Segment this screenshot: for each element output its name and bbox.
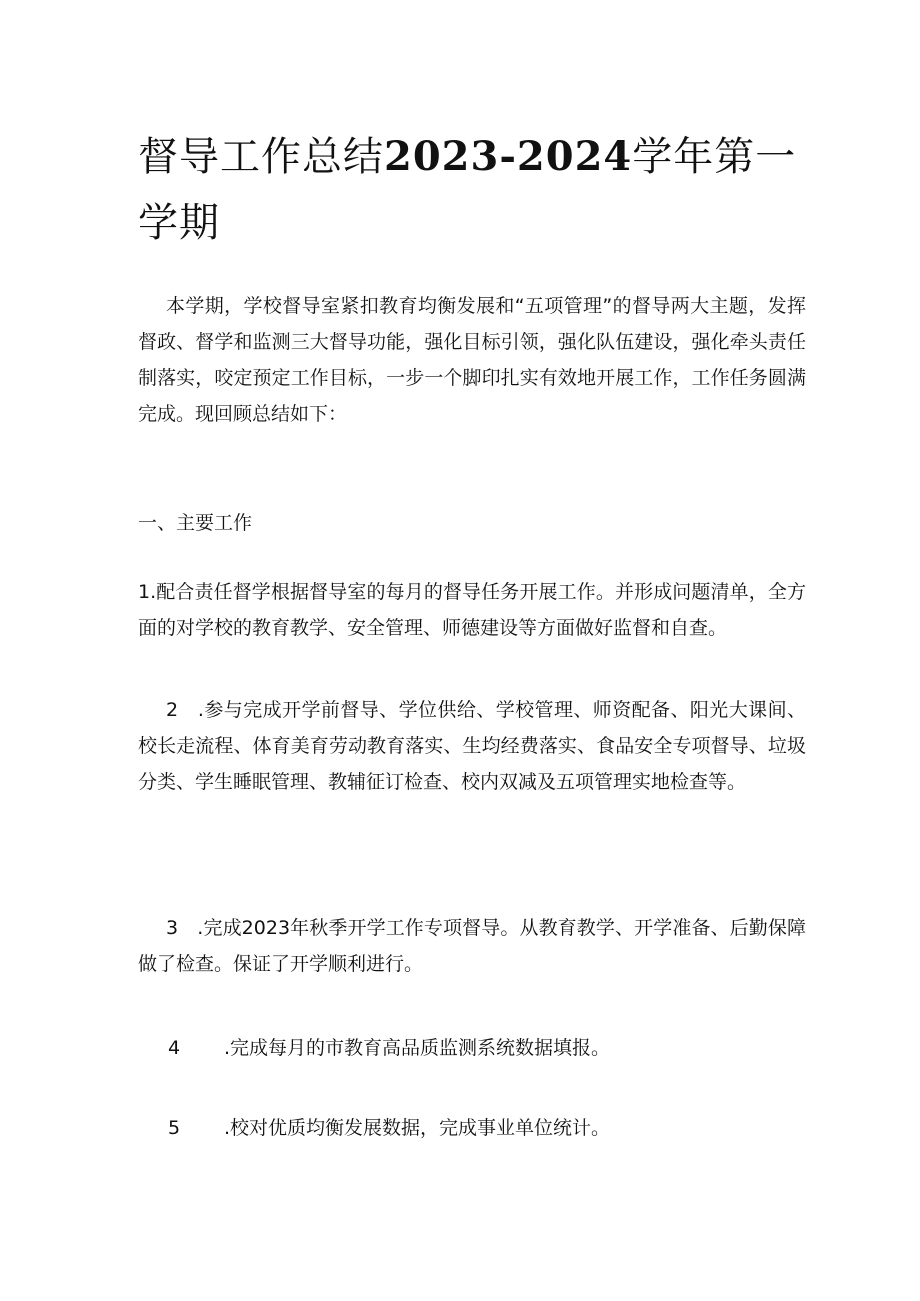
list-item-5	[168, 1110, 610, 1146]
title-year: 2023-2024	[384, 133, 633, 180]
title-suffix: 学年第一学期	[138, 134, 797, 246]
list-item-4-number: 4	[168, 1037, 181, 1059]
list-item-4-text: .完成每月的市教育高品质监测系统数据填报。	[224, 1037, 611, 1059]
list-item-5-text: .校对优质均衡发展数据，完成事业单位统计。	[224, 1117, 611, 1139]
document-title	[138, 124, 798, 256]
list-item-3: 3 .完成2023年秋季开学工作专项督导。从教育教学、开学准备、后勤保障做了检查。保证了开学顺利进行。	[138, 917, 806, 975]
title-prefix: 督导工作总结	[138, 134, 384, 180]
section-heading: 一、主要工作	[138, 512, 253, 534]
list-item-2: 2 .参与完成开学前督导、学位供给、学校管理、师资配备、阳光大课间、校长走流程、体育美育劳动教育落实、生均经费落实、食品安全专项督导、垃圾分类、学生睡眠管理、教辅征订检查、校内双减及五项管理实地检查等。	[138, 699, 806, 793]
list-item-4	[168, 1030, 610, 1066]
list-item-1: 1.配合责任督学根据督导室的每月的督导任务开展工作。并形成问题清单，全方面的对学校的教育教学、安全管理、师德建设等方面做好监督和自查。	[138, 581, 806, 639]
list-item-5-number: 5	[168, 1117, 181, 1139]
intro-paragraph: 本学期，学校督导室紧扣教育均衡发展和“五项管理”的督导两大主题，发挥督政、督学和监测三大督导功能，强化目标引领，强化队伍建设，强化牵头责任制落实，咬定预定工作目标，一步一个脚印扎实有效地开展工作，工作任务圆满完成。现回顾总结如下：	[138, 295, 806, 425]
